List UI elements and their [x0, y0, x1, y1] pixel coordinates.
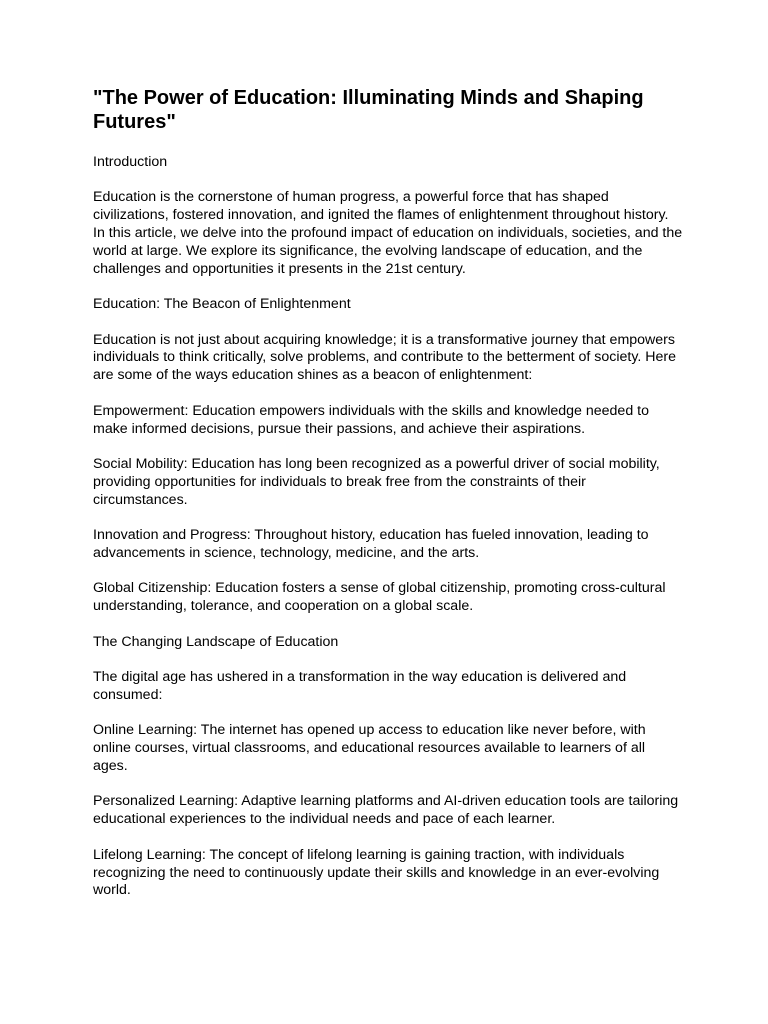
paragraph-global-citizenship: Global Citizenship: Education fosters a sense of global citizenship, promoting cross-cultural understanding, tolerance, and cooperation on a global scale. [93, 580, 666, 615]
section-heading-beacon: Education: The Beacon of Enlightenment [93, 296, 351, 313]
paragraph-personalized-learning: Personalized Learning: Adaptive learning platforms and AI-driven education tools are tailoring educational experiences to the individual needs and pace of each learner. [93, 793, 679, 828]
paragraph-online-learning: Online Learning: The internet has opened up access to education like never before, with online courses, virtual classrooms, and educational resources available to learners of all ages. [93, 722, 646, 774]
paragraph-social-mobility: Social Mobility: Education has long been recognized as a powerful driver of social mobility, providing opportunities for individuals to break free from the constraints of their circumstances. [93, 456, 660, 508]
paragraph-introduction: Education is the cornerstone of human progress, a powerful force that has shaped civilizations, fostered innovation, and ignited the flames of enlightenment throughout history. In this article, we delve into the profound impact of education on individuals, societies, and the world at large. We explore its significance, the evolving landscape of education, and the challenges and opportunities it presents in the 21st century. [93, 189, 683, 277]
paragraph-innovation: Innovation and Progress: Throughout history, education has fueled innovation, leading to advancements in science, technology, medicine, and the arts. [93, 527, 649, 561]
paragraph-empowerment: Empowerment: Education empowers individuals with the skills and knowledge needed to make informed decisions, pursue their passions, and achieve their aspirations. [93, 402, 649, 437]
section-heading-changing-landscape: The Changing Landscape of Education [93, 633, 339, 650]
paragraph-beacon-intro: Education is not just about acquiring knowledge; it is a transformative journey that empowers individuals to think critically, solve problems, and contribute to the betterment of society. Here are some of the ways education shines as a beacon of enlightenment: [93, 331, 677, 384]
paragraph-lifelong-learning: Lifelong Learning: The concept of lifelong learning is gaining traction, with individuals recognizing the need to continuously update their skills and knowledge in an ever-evolving world. [93, 846, 660, 899]
section-heading-introduction: Introduction [93, 154, 168, 170]
paragraph-digital-age: The digital age has ushered in a transformation in the way education is delivered and consumed: [93, 669, 627, 703]
document-page [93, 86, 683, 918]
document-title: "The Power of Education: Illuminating Minds and Shaping Futures" [93, 87, 644, 133]
